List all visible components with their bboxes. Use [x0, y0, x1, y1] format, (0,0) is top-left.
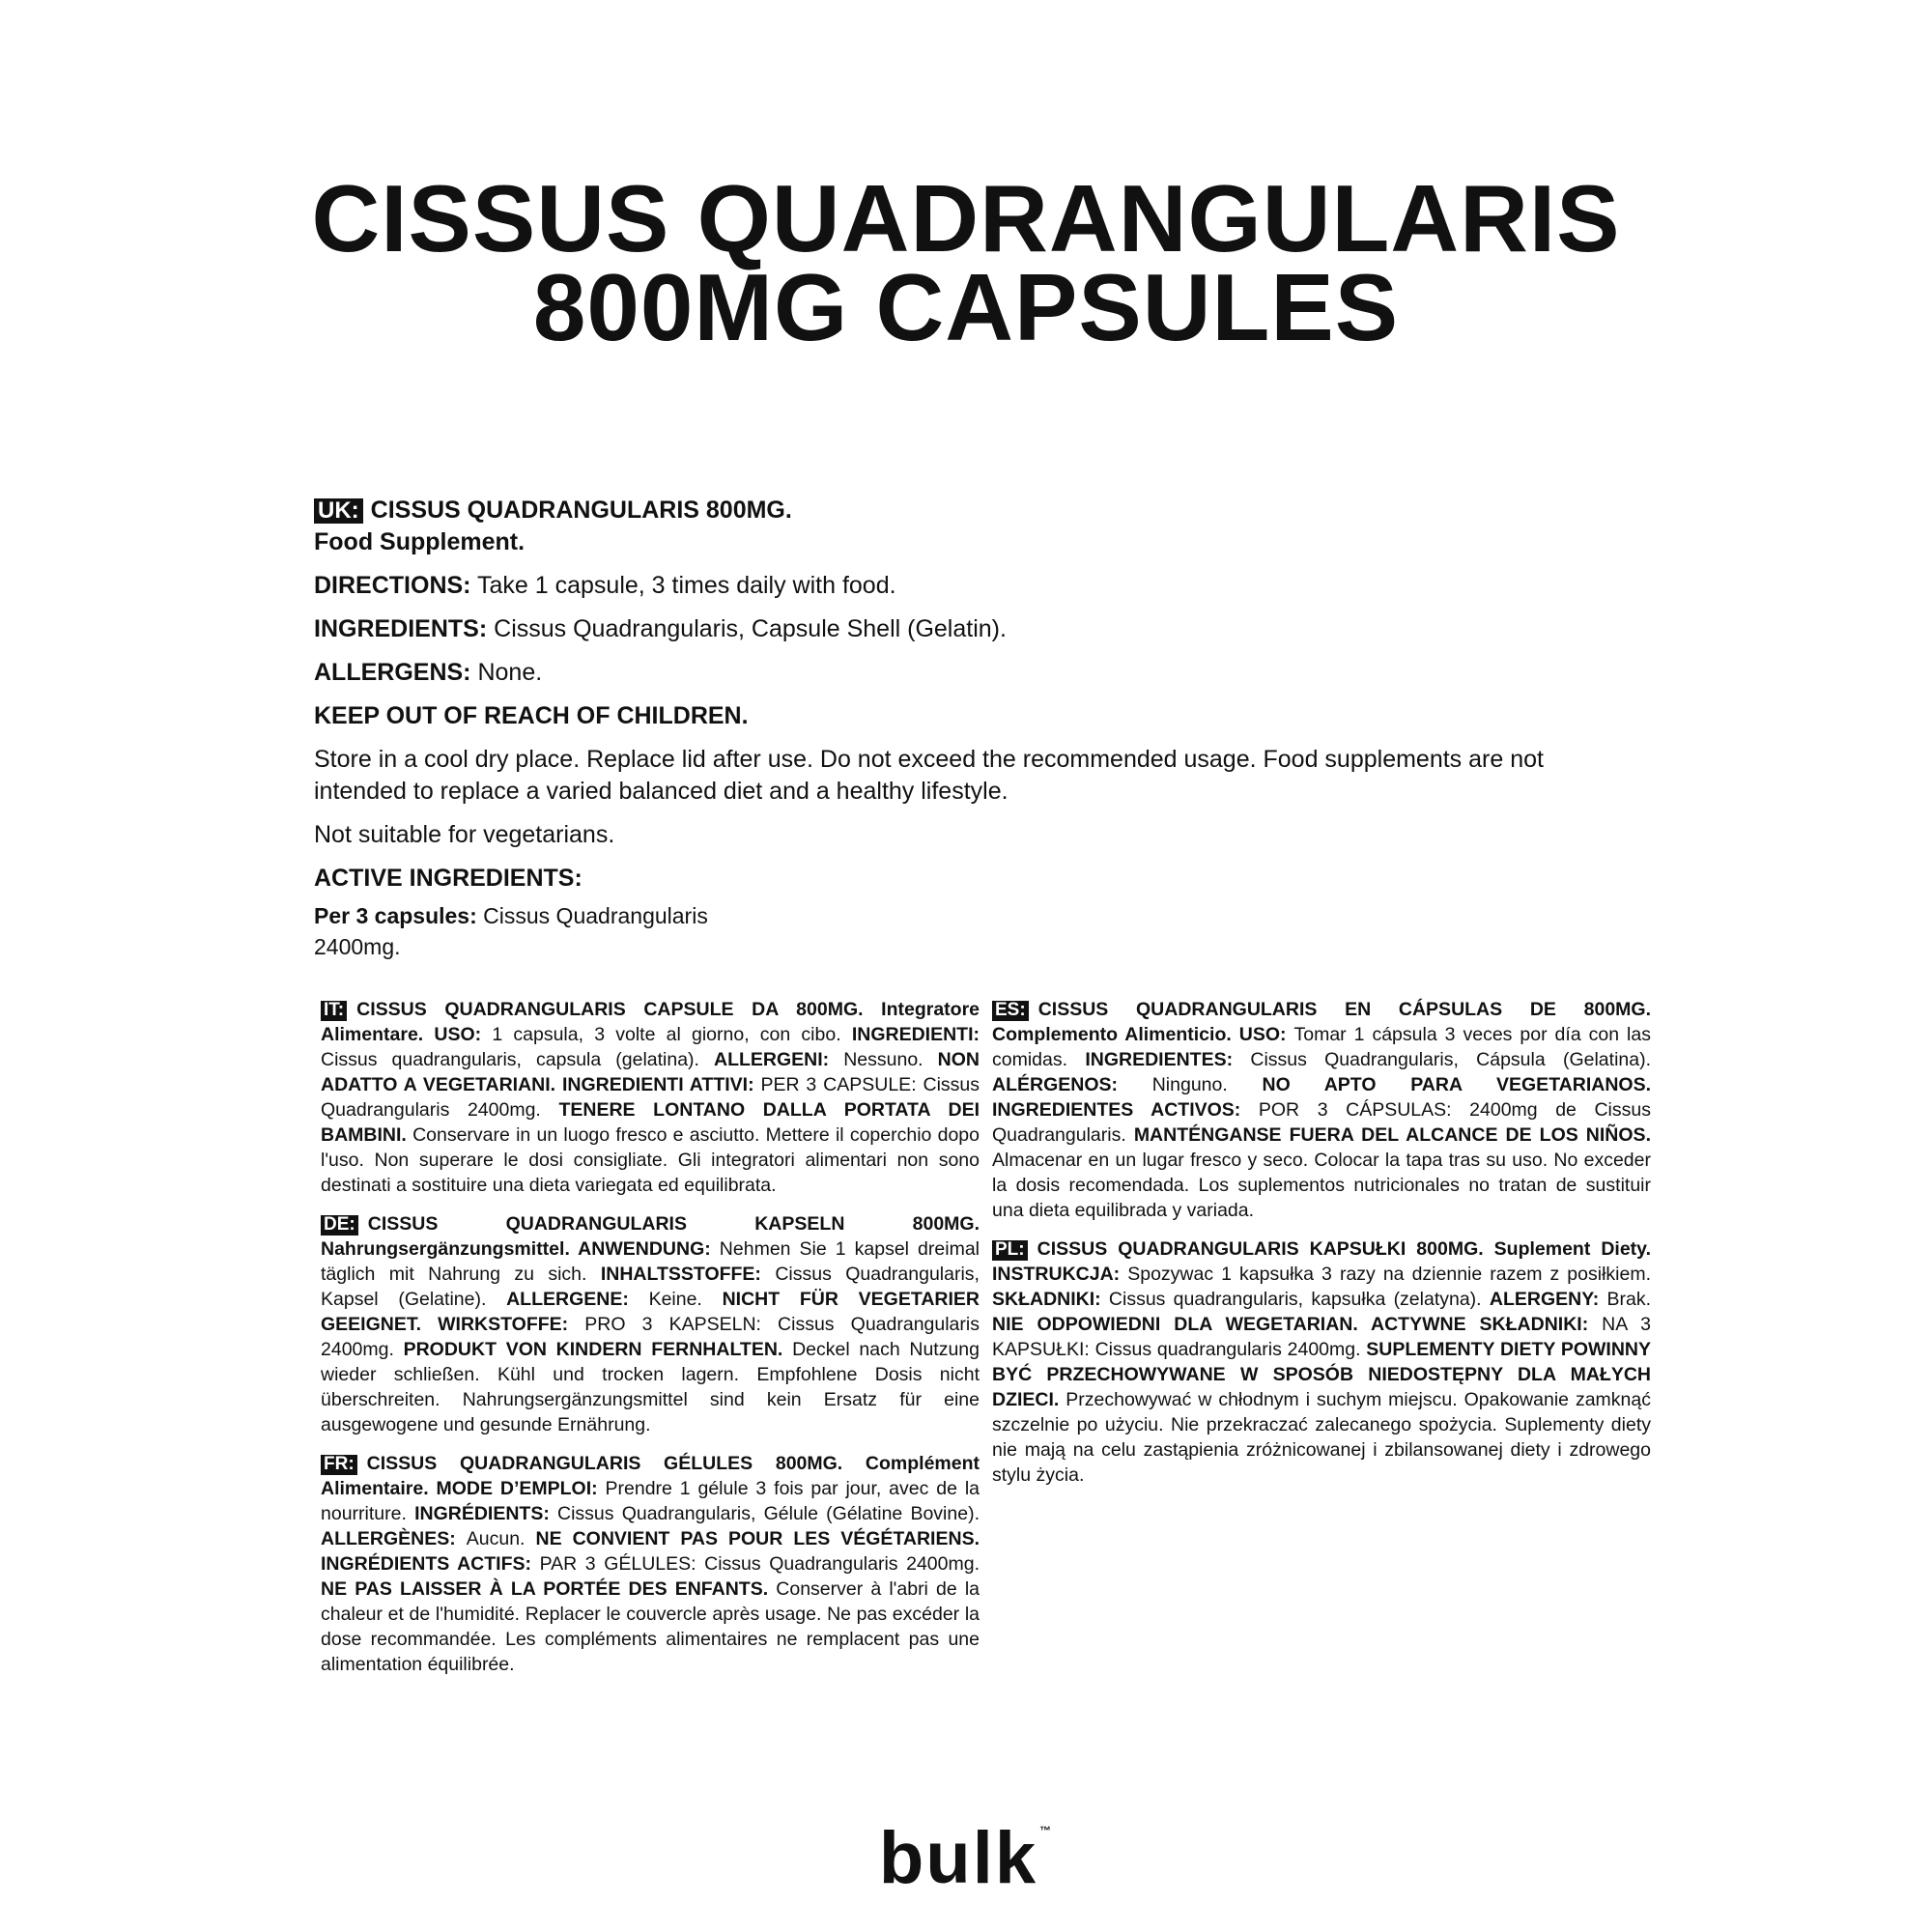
fr-language-tag: FR:	[321, 1455, 357, 1475]
fr-text-segment: PAR 3 GÉLULES: Cissus Quadrangularis 2400mg.	[539, 1553, 980, 1575]
es-text-segment: CISSUS QUADRANGULARIS EN CÁPSULAS DE 800MG. Complemento Alimenticio. USO:	[992, 999, 1651, 1045]
it-text-segment: Conservare in un luogo fresco e asciutto. Mettere il coperchio dopo l'uso. Non superare le dosi consigliate. Gli integratori alimentari non sono destinati a sostituire una dieta variegata ed equilibrata.	[321, 1124, 980, 1196]
es-text-segment: Almacenar en un lugar fresco y seco. Colocar la tapa tras su uso. No exceder la dosis recomendada. Los suplementos nutricionales no tratan de sustituir una dieta equilibrada y variada.	[992, 1150, 1651, 1221]
it-language-tag: IT:	[321, 1001, 347, 1021]
fr-text-segment: ALLERGÈNES:	[321, 1528, 467, 1549]
it-text-segment: INGREDIENTI:	[851, 1024, 980, 1045]
uk-allergens-label: ALLERGENS:	[314, 659, 471, 686]
it-text-segment: ALLERGENI:	[714, 1049, 844, 1070]
es-section	[992, 997, 1651, 1223]
title-line-1: CISSUS QUADRANGULARIS	[311, 165, 1621, 271]
pl-text-segment: Przechowywać w chłodnym i suchym miejscu. Opakowanie zamknąć szczelnie po użyciu. Nie przekraczać zalecanego spożycia. Suplementy diety nie mają na celu zastąpienia zróżnicowanej i zbilansowanej diety i zdrowego stylu życia.	[992, 1389, 1651, 1486]
it-section	[321, 997, 980, 1198]
right-column	[992, 997, 1651, 1501]
es-language-tag: ES:	[992, 1001, 1029, 1021]
it-text	[321, 999, 980, 1196]
pl-text-segment: Cissus quadrangularis, kapsułka (zelatyna).	[1108, 1289, 1490, 1310]
it-text-segment: TENERE LONTANO DALLA PORTATA DEI BAMBINI.	[321, 1099, 980, 1146]
it-text-segment: CISSUS QUADRANGULARIS CAPSULE DA 800MG. Integratore Alimentare. USO:	[321, 999, 980, 1045]
fr-text-segment: Cissus Quadrangularis, Gélule (Gélatine Bovine).	[557, 1503, 980, 1524]
uk-active-ingredients-label: ACTIVE INGREDIENTS:	[314, 865, 582, 892]
uk-per-value-2: 2400mg.	[314, 934, 401, 959]
uk-language-tag: UK:	[314, 498, 363, 524]
es-text-segment: MANTÉNGANSE FUERA DEL ALCANCE DE LOS NIÑOS.	[1133, 1124, 1651, 1146]
it-text-segment: PER 3 CAPSULE: Cissus Quadrangularis 2400mg.	[321, 1074, 980, 1121]
es-text-segment: NO APTO PARA VEGETARIANOS. INGREDIENTES ACTIVOS:	[992, 1074, 1651, 1121]
pl-text	[992, 1238, 1651, 1486]
de-language-tag: DE:	[321, 1215, 358, 1236]
fr-text-segment: NE CONVIENT PAS POUR LES VÉGÉTARIENS. INGRÉDIENTS ACTIFS:	[321, 1528, 980, 1575]
pl-text-segment: Brak.	[1606, 1289, 1652, 1310]
uk-directions-label: DIRECTIONS:	[314, 572, 471, 599]
es-text-segment: POR 3 CÁPSULAS: 2400mg de Cissus Quadrangularis.	[992, 1099, 1651, 1146]
left-column	[321, 997, 980, 1690]
uk-product-name: CISSUS QUADRANGULARIS 800MG.	[370, 497, 792, 524]
de-text-segment: ALLERGENE:	[506, 1289, 649, 1310]
es-text-segment: Tomar 1 cápsula 3 veces por día con las comidas.	[992, 1024, 1651, 1070]
fr-text	[321, 1453, 980, 1675]
page-title	[0, 165, 1932, 360]
uk-per-value-1: Cissus Quadrangularis	[483, 903, 708, 928]
pl-language-tag: PL:	[992, 1240, 1028, 1261]
pl-text-segment: NA 3 KAPSUŁKI: Cissus quadrangularis 2400mg.	[992, 1314, 1651, 1360]
uk-storage-text: Store in a cool dry place. Replace lid after use. Do not exceed the recommended usage. Food supplements are not intended to replace a varied balanced diet and a healthy lifestyle.	[314, 746, 1544, 805]
de-text-segment: NICHT FÜR VEGETARIER GEEIGNET. WIRKSTOFFE:	[321, 1289, 980, 1335]
es-text-segment: Ninguno.	[1151, 1074, 1263, 1095]
pl-text-segment: NIE ODPOWIEDNI DLA WEGETARIAN. ACTYWNE SKŁADNIKI:	[992, 1314, 1603, 1335]
de-text-segment: CISSUS QUADRANGULARIS KAPSELN 800MG. Nahrungsergänzungsmittel. ANWENDUNG:	[321, 1213, 980, 1260]
de-text-segment: INHALTSSTOFFE:	[600, 1264, 776, 1285]
uk-per-label: Per 3 capsules:	[314, 903, 477, 928]
de-text-segment: Keine.	[648, 1289, 723, 1310]
it-text-segment: 1 capsula, 3 volte al giorno, con cibo.	[492, 1024, 852, 1045]
uk-directions-text: Take 1 capsule, 3 times daily with food.	[477, 572, 896, 599]
pl-text-segment: SKŁADNIKI:	[992, 1289, 1109, 1310]
uk-product-type: Food Supplement.	[314, 528, 526, 555]
uk-ingredients-label: INGREDIENTS:	[314, 615, 488, 642]
fr-text-segment: INGRÉDIENTS:	[414, 1503, 557, 1524]
es-text-segment: Cissus Quadrangularis, Cápsula (Gelatina).	[1250, 1049, 1652, 1070]
de-text-segment: Cissus Quadrangularis, Kapsel (Gelatine).	[321, 1264, 980, 1310]
pl-text-segment: Spozywac 1 kapsułka 3 razy na dziennie razem z posiłkiem.	[1127, 1264, 1651, 1285]
de-text-segment: Deckel nach Nutzung wieder schließen. Kühl und trocken lagern. Empfohlene Dosis nicht überschreiten. Nahrungsergänzungsmittel sind kein Ersatz für eine ausgewogene und gesunde Ernährung.	[321, 1339, 980, 1435]
de-text-segment: Nehmen Sie 1 kapsel dreimal täglich mit Nahrung zu sich.	[321, 1238, 980, 1285]
uk-allergens-text: None.	[477, 659, 543, 686]
fr-text-segment: CISSUS QUADRANGULARIS GÉLULES 800MG. Complément Alimentaire. MODE D’EMPLOI:	[321, 1453, 980, 1499]
it-text-segment: Cissus quadrangularis, capsula (gelatina).	[321, 1049, 715, 1070]
uk-ingredients-text: Cissus Quadrangularis, Capsule Shell (Gelatin).	[494, 615, 1007, 642]
de-text-segment: PRODUKT VON KINDERN FERNHALTEN.	[403, 1339, 793, 1360]
title-line-2: 800MG CAPSULES	[532, 254, 1400, 360]
pl-text-segment: SUPLEMENTY DIETY POWINNY BYĆ PRZECHOWYWANE W SPOSÓB NIEDOSTĘPNY DLA MAŁYCH DZIECI.	[992, 1339, 1651, 1410]
fr-section	[321, 1451, 980, 1677]
fr-text-segment: NE PAS LAISSER À LA PORTÉE DES ENFANTS.	[321, 1578, 777, 1600]
pl-section	[992, 1236, 1651, 1488]
it-text-segment: Nessuno.	[843, 1049, 938, 1070]
it-text-segment: NON ADATTO A VEGETARIANI. INGREDIENTI ATTIVI:	[321, 1049, 980, 1095]
uk-section	[314, 495, 1637, 974]
uk-active-per-capsules	[314, 900, 1637, 962]
uk-vegetarian-note: Not suitable for vegetarians.	[314, 821, 615, 848]
fr-text-segment: Prendre 1 gélule 3 fois par jour, avec de la nourriture.	[321, 1478, 980, 1524]
es-text	[992, 999, 1651, 1221]
de-text-segment: PRO 3 KAPSELN: Cissus Quadrangularis 2400mg.	[321, 1314, 980, 1360]
es-text-segment: INGREDIENTES:	[1085, 1049, 1251, 1070]
pl-text-segment: CISSUS QUADRANGULARIS KAPSUŁKI 800MG. Suplement Diety. INSTRUKCJA:	[992, 1238, 1651, 1285]
de-section	[321, 1211, 980, 1437]
de-text	[321, 1213, 980, 1435]
uk-warning: KEEP OUT OF REACH OF CHILDREN.	[314, 702, 749, 729]
fr-text-segment: Aucun.	[466, 1528, 536, 1549]
es-text-segment: ALÉRGENOS:	[992, 1074, 1152, 1095]
pl-text-segment: ALERGENY:	[1489, 1289, 1607, 1310]
bulk-logo	[0, 1816, 1932, 1900]
logo-trademark: ™	[1039, 1824, 1054, 1837]
logo-text: bulk	[878, 1817, 1038, 1899]
fr-text-segment: Conserver à l'abri de la chaleur et de l'humidité. Replacer le couvercle après usage. Ne pas excéder la dose recommandée. Les compléments alimentaires ne remplacent pas une alimentation équilibrée.	[321, 1578, 980, 1675]
